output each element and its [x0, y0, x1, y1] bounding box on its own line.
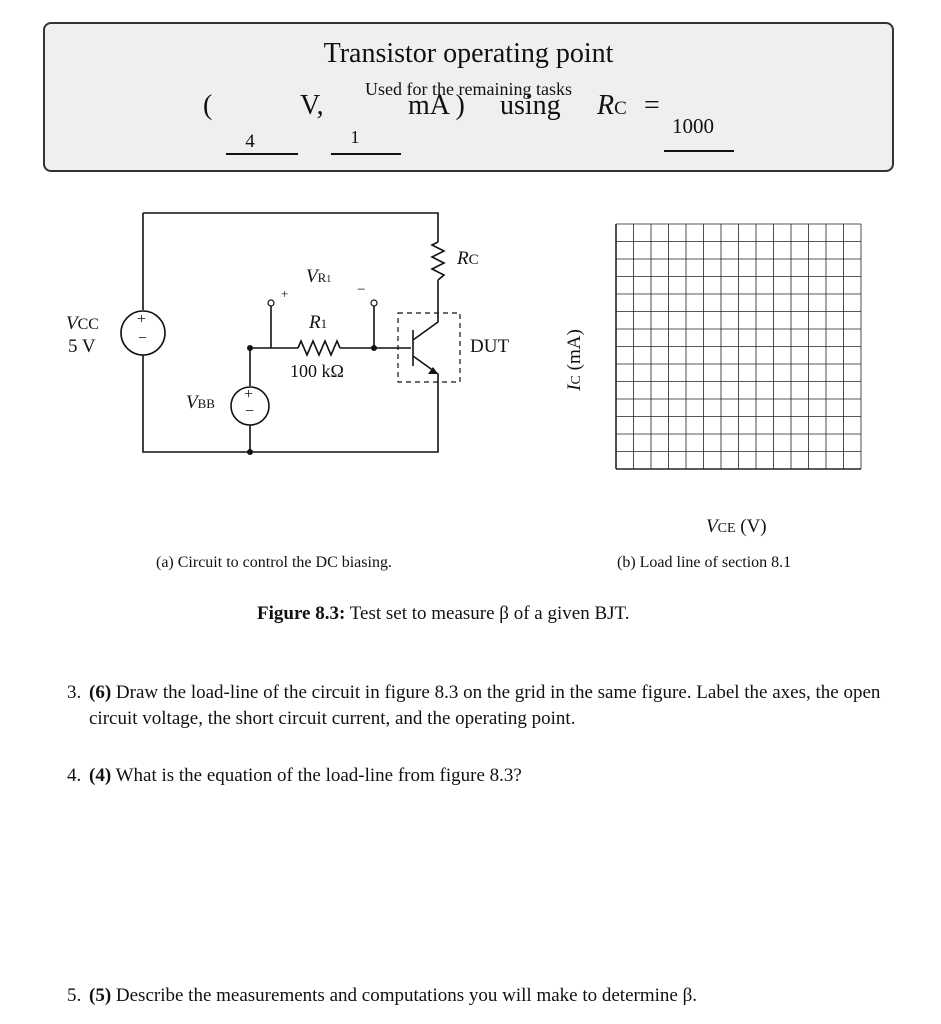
vr1-plus: +: [281, 286, 289, 301]
r1-value: 100 kΩ: [290, 361, 344, 381]
r1-label: R1: [309, 312, 328, 333]
vcc-label: VCC: [66, 313, 99, 334]
open-paren: (: [203, 90, 213, 121]
current-value[interactable]: 1: [350, 127, 360, 147]
vcc-plus: +: [137, 311, 147, 328]
rc-label: RC: [597, 90, 627, 121]
vr1-minus: −: [357, 282, 366, 298]
caption-b: (b) Load line of section 8.1: [617, 554, 792, 571]
r1-resistor-symbol: [298, 341, 340, 355]
figure-caption: Figure 8.3: Test set to measure β of a given BJT.: [257, 603, 630, 624]
vr1-terminal-plus: [268, 300, 274, 306]
junction-dot: [371, 345, 377, 351]
vbb-minus: −: [245, 403, 255, 420]
vcc-value: 5 V: [68, 336, 96, 357]
box-subtitle: Used for the remaining tasks: [365, 79, 572, 99]
junction-dot: [247, 449, 253, 455]
equals-sign: =: [644, 90, 660, 121]
using-label: using: [500, 90, 561, 121]
rc-value[interactable]: 1000: [672, 114, 714, 138]
vcc-minus: −: [138, 330, 148, 347]
vbb-plus: +: [244, 386, 254, 403]
vr1-terminal-minus: [371, 300, 377, 306]
box-title: Transistor operating point: [323, 38, 614, 69]
rc-resistor-symbol: [432, 242, 444, 280]
rc-circuit-label: RC: [457, 248, 479, 269]
voltage-value[interactable]: 4: [245, 131, 255, 152]
dut-label: DUT: [470, 336, 510, 357]
caption-a: (a) Circuit to control the DC biasing.: [156, 554, 392, 571]
graph-y-label: IC (mA): [563, 329, 585, 391]
vbb-label: VBB: [186, 392, 215, 413]
vr1-label: VR1: [306, 266, 332, 287]
current-unit: mA ): [408, 90, 465, 121]
load-line-grid: [616, 224, 861, 469]
graph-x-label: VCE (V): [706, 516, 767, 537]
voltage-unit: V,: [300, 90, 324, 121]
junction-dot: [247, 345, 253, 351]
